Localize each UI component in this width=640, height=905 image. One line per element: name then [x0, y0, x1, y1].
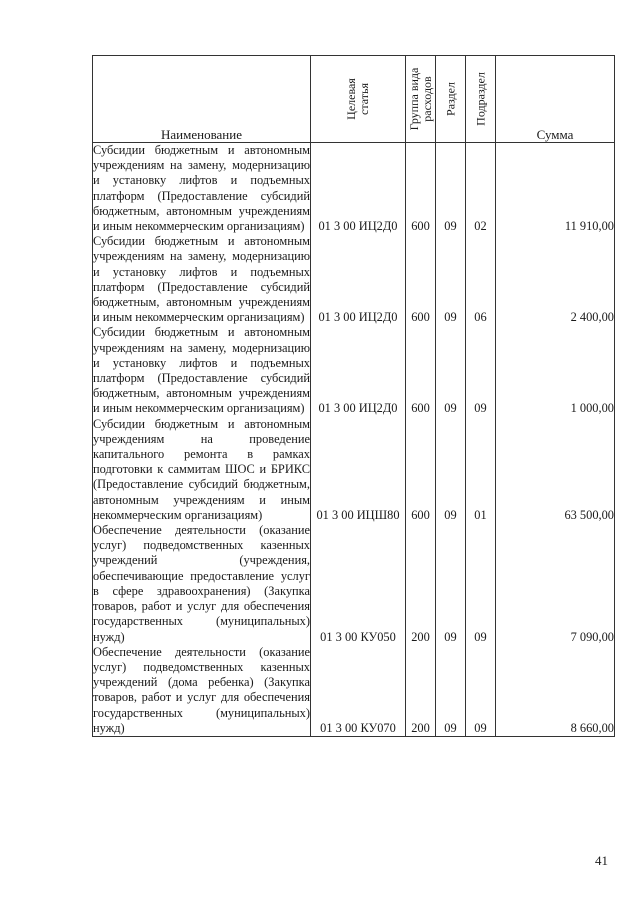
header-sum: Сумма	[496, 56, 615, 143]
row-sum: 63 500,00	[496, 417, 615, 523]
row-group: 600	[406, 143, 436, 235]
row-subsection: 06	[466, 234, 496, 325]
header-section-label: Раздел	[443, 82, 457, 116]
table-row	[93, 523, 615, 645]
row-target: 01 3 00 ИЦ2Д0	[311, 143, 406, 235]
row-subsection: 01	[466, 417, 496, 523]
row-name: Субсидии бюджетным и автономным учреждениям на замену, модернизацию и установку лифтов и подъемных платформ (Предоставление субсидий бюджетным, автономным учреждениям и иным некоммерческим организациям)	[93, 143, 310, 234]
table-row	[93, 417, 615, 523]
header-subsection	[466, 56, 496, 143]
row-target: 01 3 00 КУ050	[311, 523, 406, 645]
table-row	[93, 325, 615, 416]
row-sum: 7 090,00	[496, 523, 615, 645]
header-target-line1: Целевая	[344, 78, 358, 120]
row-subsection: 09	[466, 645, 496, 737]
row-section: 09	[436, 523, 466, 645]
row-target: 01 3 00 КУ070	[311, 645, 406, 737]
row-section: 09	[436, 417, 466, 523]
header-name: Наименование	[93, 56, 311, 143]
row-group: 600	[406, 325, 436, 416]
table-header-row	[93, 56, 615, 143]
header-subsection-label: Подраздел	[473, 72, 487, 126]
row-group: 600	[406, 417, 436, 523]
header-section	[436, 56, 466, 143]
row-target: 01 3 00 ИЦ2Д0	[311, 234, 406, 325]
row-name: Субсидии бюджетным и автономным учреждениям на замену, модернизацию и установку лифтов и подъемных платформ (Предоставление субсидий бюджетным, автономным учреждениям и иным некоммерческим организациям)	[93, 234, 310, 325]
header-group	[406, 56, 436, 143]
header-target-line2: статья	[357, 83, 371, 115]
table-row	[93, 234, 615, 325]
row-section: 09	[436, 143, 466, 235]
row-subsection: 02	[466, 143, 496, 235]
row-sum: 1 000,00	[496, 325, 615, 416]
row-name: Обеспечение деятельности (оказание услуг) подведомственных казенных учреждений (учреждения, обеспечивающие предоставление услуг в сфере здравоохранения) (Закупка товаров, работ и услуг для обеспечения государственных (муниципальных) нужд)	[93, 523, 310, 644]
row-sum: 2 400,00	[496, 234, 615, 325]
row-subsection: 09	[466, 523, 496, 645]
row-section: 09	[436, 234, 466, 325]
row-section: 09	[436, 325, 466, 416]
row-sum: 11 910,00	[496, 143, 615, 235]
header-group-line2: расходов	[419, 76, 434, 122]
table-row	[93, 645, 615, 737]
row-name: Обеспечение деятельности (оказание услуг) подведомственных казенных учреждений (дома ребенка) (Закупка товаров, работ и услуг для обеспечения государственных (муниципальных) нужд)	[93, 644, 310, 735]
header-target	[311, 56, 406, 143]
budget-table	[92, 55, 615, 737]
row-name: Субсидии бюджетным и автономным учреждениям на проведение капитального ремонта в рамках подготовки к саммитам ШОС и БРИКС (Предоставление субсидий бюджетным, автономным учреждениям и иным некоммерческим организациям)	[93, 416, 310, 522]
row-group: 600	[406, 234, 436, 325]
row-section: 09	[436, 645, 466, 737]
row-name: Субсидии бюджетным и автономным учреждениям на замену, модернизацию и установку лифтов и подъемных платформ (Предоставление субсидий бюджетным, автономным учреждениям и иным некоммерческим организациям)	[93, 325, 310, 416]
row-subsection: 09	[466, 325, 496, 416]
row-group: 200	[406, 645, 436, 737]
row-sum: 8 660,00	[496, 645, 615, 737]
page-number: 41	[595, 853, 608, 868]
row-target: 01 3 00 ИЦ2Д0	[311, 325, 406, 416]
row-target: 01 3 00 ИЦШ80	[311, 417, 406, 523]
header-group-line1: Группа вида	[406, 67, 421, 131]
row-group: 200	[406, 523, 436, 645]
table-row	[93, 143, 615, 235]
